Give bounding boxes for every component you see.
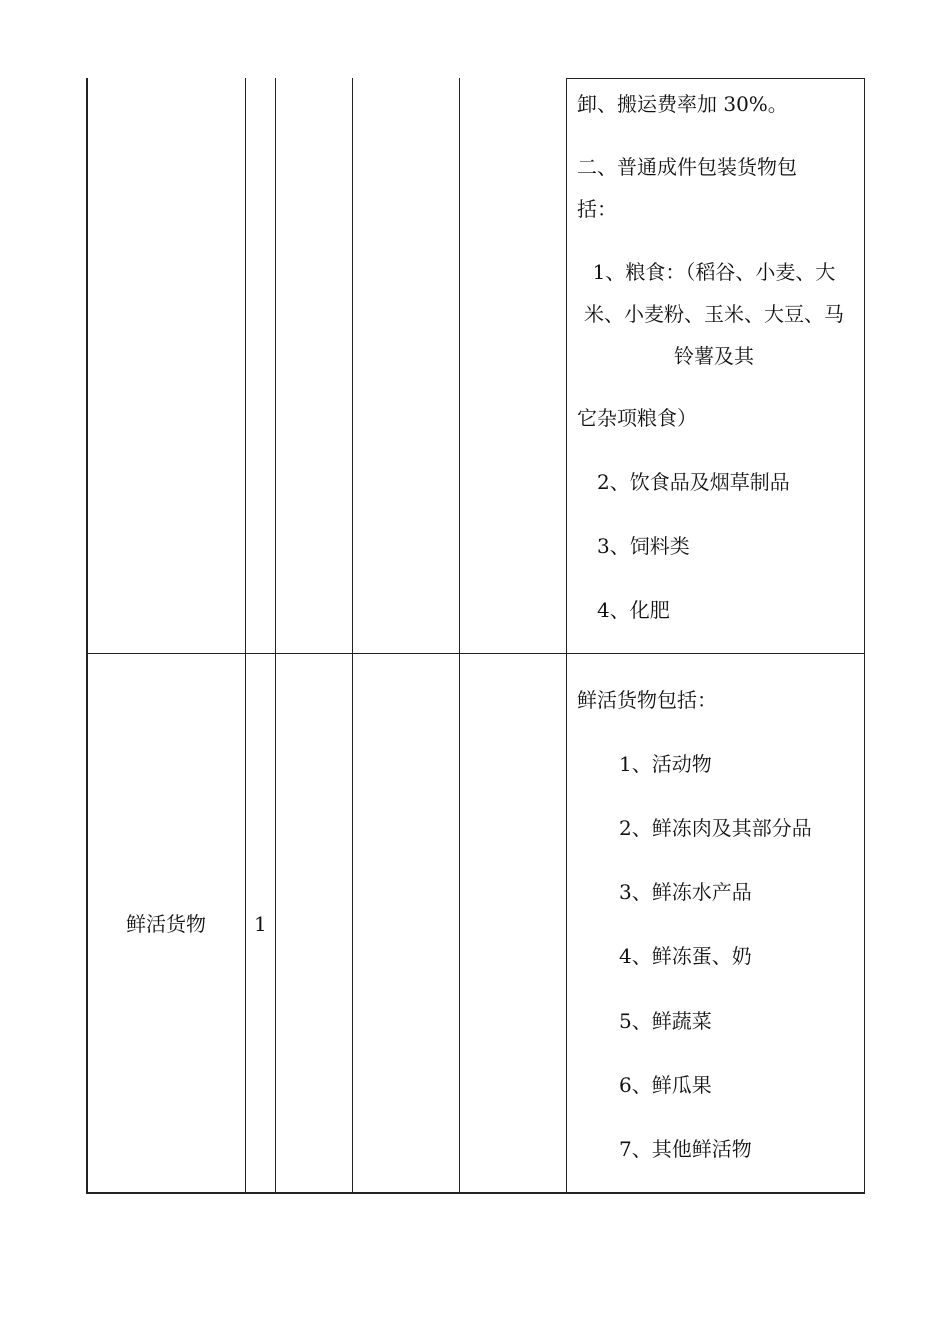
notes-line: 它杂项粮食） <box>577 406 697 430</box>
table-border-right <box>864 78 865 1194</box>
table-border-bottom <box>86 1192 865 1194</box>
list-item: 5、鲜蔬菜 <box>619 1009 712 1033</box>
list-item: 1、活动物 <box>619 752 712 776</box>
column-divider <box>245 78 246 1194</box>
list-item: 3、鲜冻水产品 <box>619 880 752 904</box>
row-number: 1 <box>254 912 267 936</box>
column-divider <box>459 78 460 1194</box>
list-item: 3、饲料类 <box>597 534 690 558</box>
column-divider <box>352 78 353 1194</box>
grain-item: 1、粮食：（稻谷、小麦、大米、小麦粉、玉米、大豆、马铃薯及其 <box>584 260 844 368</box>
list-item: 2、饮食品及烟草制品 <box>597 470 790 494</box>
list-item: 6、鲜瓜果 <box>619 1073 712 1097</box>
notes-line: 卸、搬运费率加 30%。 <box>577 92 788 116</box>
list-item: 7、其他鲜活物 <box>619 1137 752 1161</box>
list-item: 4、化肥 <box>597 598 670 622</box>
table-border-left <box>86 78 88 1194</box>
notes-line: 括： <box>577 197 617 221</box>
row-divider <box>86 653 865 654</box>
list-item: 2、鲜冻肉及其部分品 <box>619 816 812 840</box>
category-label: 鲜活货物 <box>126 912 206 936</box>
notes-heading: 鲜活货物包括： <box>577 688 717 712</box>
column-divider <box>566 78 567 1194</box>
column-divider <box>275 78 276 1194</box>
notes-cell-top-border <box>566 78 865 79</box>
list-item: 4、鲜冻蛋、奶 <box>619 944 752 968</box>
notes-line: 二、普通成件包装货物包 <box>577 155 797 179</box>
